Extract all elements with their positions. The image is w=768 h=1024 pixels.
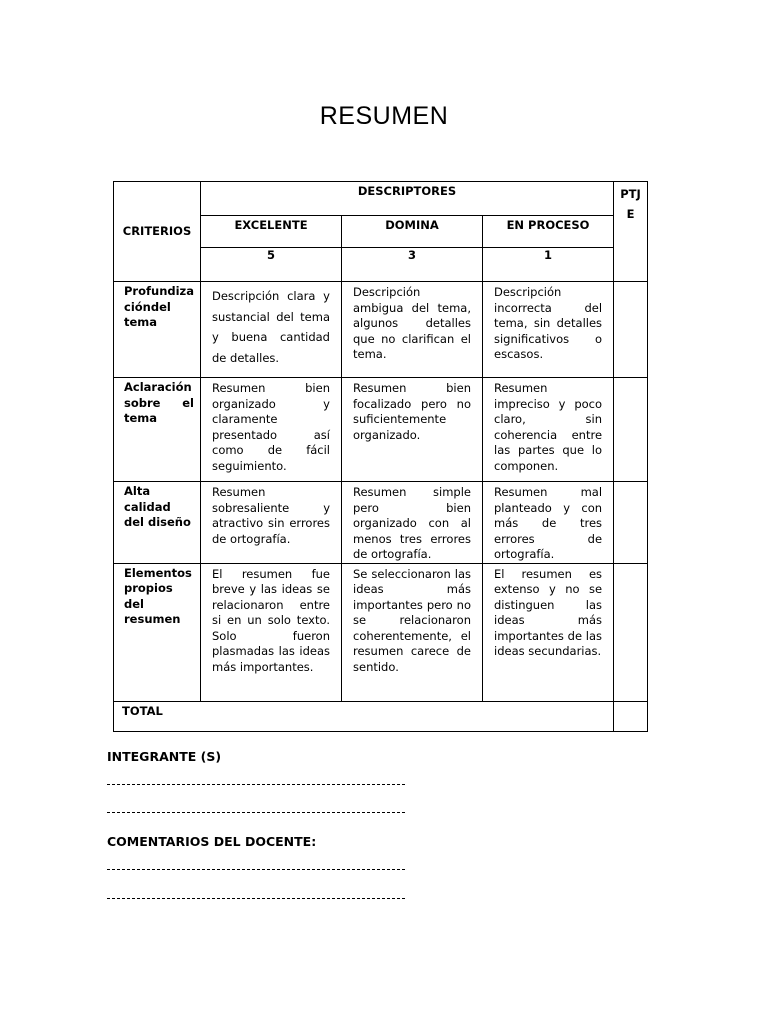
- rubric-table: [113, 181, 648, 732]
- level-score: 3: [407, 248, 416, 262]
- ptje-header: [614, 182, 648, 282]
- level-header-domina: [342, 216, 483, 248]
- descriptor-cell: [483, 378, 614, 482]
- integrante-line-1: [107, 784, 405, 785]
- descriptor-text: Resumen bien focalizado pero no suficientemente organizado.: [353, 381, 471, 442]
- criterion-label: Elementos propios del resumen: [124, 565, 192, 626]
- comentario-line-2: [107, 898, 405, 899]
- criterion-cell: [114, 378, 201, 482]
- total-label: TOTAL: [122, 703, 163, 718]
- integrante-line-2: [107, 812, 405, 813]
- descriptor-cell: [201, 482, 342, 564]
- descriptores-label: DESCRIPTORES: [357, 184, 457, 198]
- descriptor-cell: [483, 563, 614, 701]
- level-score-en-proceso: [483, 248, 614, 282]
- descriptor-cell: [201, 282, 342, 378]
- table-row: [114, 482, 648, 564]
- integrantes-label: INTEGRANTE (S): [107, 749, 222, 764]
- descriptor-cell: [342, 482, 483, 564]
- total-row: [114, 701, 648, 731]
- descriptor-cell: [483, 482, 614, 564]
- page-title: RESUMEN: [319, 102, 449, 130]
- descriptor-text: Resumen bien organizado y claramente presentado así como de fácil seguimiento.: [212, 381, 330, 473]
- table-row: [114, 282, 648, 378]
- table-row: [114, 563, 648, 701]
- table-row: [114, 378, 648, 482]
- level-header-excelente: [201, 216, 342, 248]
- descriptor-text: Descripción clara y sustancial del tema y buena cantidad de detalles.: [212, 289, 330, 365]
- criterion-label: Alta calidad del diseño: [124, 484, 191, 529]
- criterios-header: [114, 182, 201, 282]
- level-header-en-proceso: [483, 216, 614, 248]
- criterion-label: Aclaración sobre el tema: [124, 380, 194, 425]
- descriptor-cell: [483, 282, 614, 378]
- descriptor-text: Resumen simple pero bien organizado con al menos tres errores de ortografía.: [353, 485, 471, 561]
- descriptor-text: Resumen mal planteado y con más de tres errores de ortografía.: [494, 485, 603, 561]
- descriptor-text: Descripción incorrecta del tema, sin detalles significativos o escasos.: [494, 285, 603, 361]
- criterion-label: Profundiza cióndel tema: [124, 284, 195, 329]
- descriptores-header: [201, 182, 614, 216]
- score-cell: [614, 563, 648, 701]
- descriptor-cell: [201, 563, 342, 701]
- criterion-cell: [114, 563, 201, 701]
- criterion-cell: [114, 482, 201, 564]
- descriptor-text: Resumen sobresaliente y atractivo sin errores de ortografía.: [212, 485, 330, 546]
- descriptor-cell: [201, 378, 342, 482]
- descriptor-text: El resumen es extenso y no se distinguen las ideas más importantes de las ideas secundarias.: [494, 566, 603, 658]
- criterios-label: CRITERIOS: [122, 223, 192, 238]
- level-name: EXCELENTE: [234, 218, 308, 232]
- comentario-line-1: [107, 869, 405, 870]
- ptje-label-line2: E: [626, 207, 635, 221]
- descriptor-cell: [342, 378, 483, 482]
- descriptor-text: Se seleccionaron las ideas más importantes pero no se relacionaron coherentemente, el resumen carece de sentido.: [353, 566, 471, 674]
- total-score-cell: [614, 701, 648, 731]
- descriptor-text: Descripción ambigua del tema, algunos detalles que no clarifican el tema.: [353, 285, 471, 361]
- criterion-cell: [114, 282, 201, 378]
- descriptor-cell: [342, 563, 483, 701]
- level-score-domina: [342, 248, 483, 282]
- level-score: 5: [266, 248, 275, 262]
- comentarios-label: COMENTARIOS DEL DOCENTE:: [107, 834, 317, 849]
- score-cell: [614, 378, 648, 482]
- total-label-cell: [114, 701, 614, 731]
- score-cell: [614, 282, 648, 378]
- descriptor-text: Resumen impreciso y poco claro, sin coherencia entre las partes que lo componen.: [494, 381, 603, 473]
- level-name: EN PROCESO: [506, 218, 590, 232]
- descriptor-text: El resumen fue breve y las ideas se relacionaron entre si en un solo texto. Solo fueron plasmadas las ideas más importantes.: [212, 566, 330, 674]
- ptje-label-line1: PTJ: [620, 187, 641, 201]
- level-score: 1: [544, 248, 553, 262]
- descriptor-cell: [342, 282, 483, 378]
- score-cell: [614, 482, 648, 564]
- header-row-descriptors: [114, 182, 648, 216]
- level-name: DOMINA: [385, 218, 439, 232]
- level-score-excelente: [201, 248, 342, 282]
